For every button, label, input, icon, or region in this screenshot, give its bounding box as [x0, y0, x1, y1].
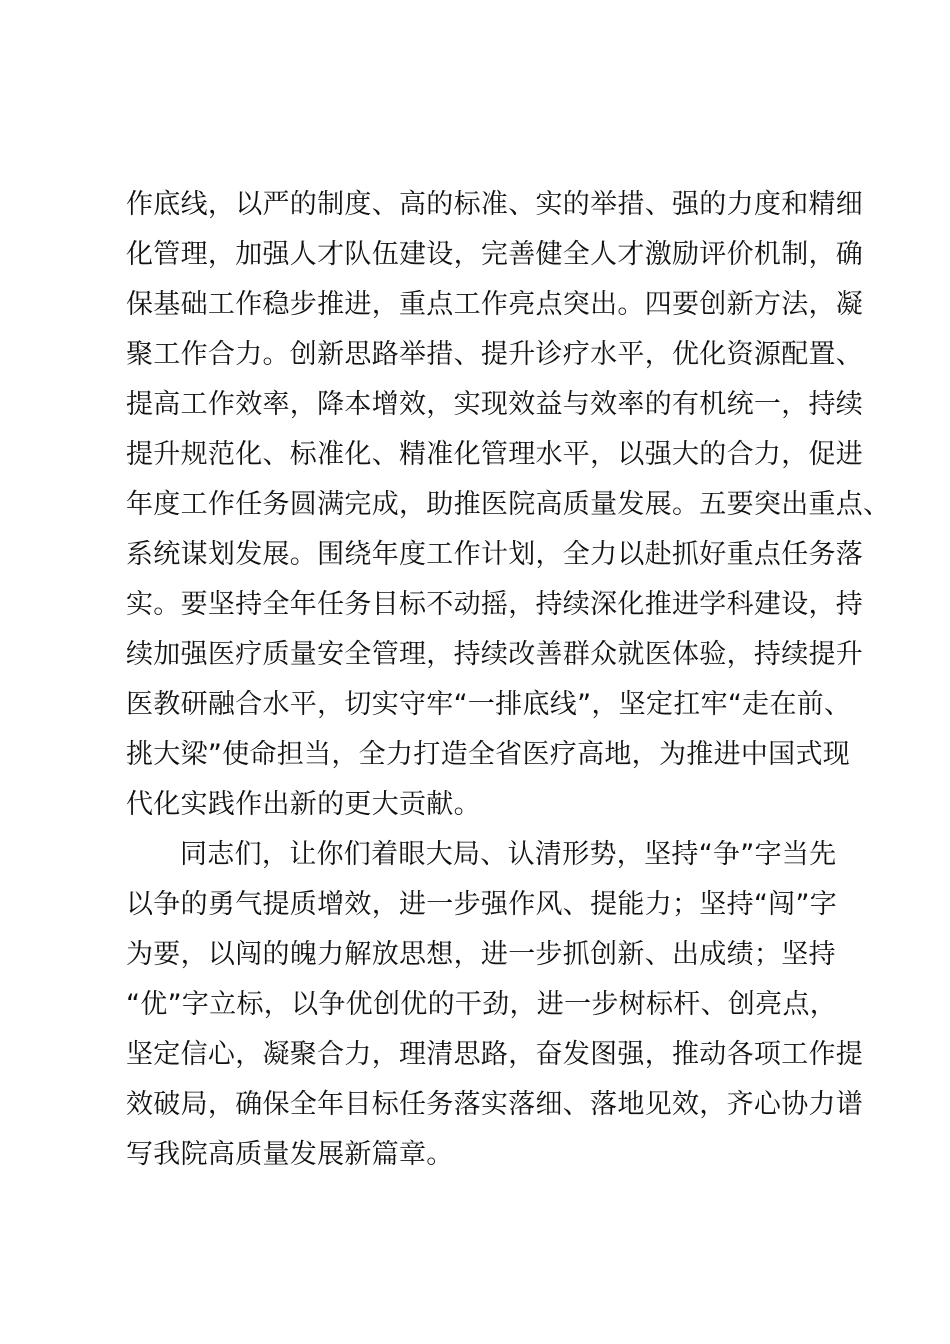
text-line: 写我院高质量发展新篇章。 — [126, 1139, 454, 1170]
text-line: 实。要坚持全年任务目标不动摇，持续深化推进学科建设，持 — [126, 589, 864, 620]
text-line: 挑大梁”使命担当，全力打造全省医疗高地，为推进中国式现 — [126, 739, 851, 770]
body-text — [126, 180, 891, 1180]
text-line: 保基础工作稳步推进，重点工作亮点突出。四要创新方法，凝 — [126, 289, 864, 320]
text-line: 为要，以闯的魄力解放思想，进一步抓创新、出成绩；坚持 — [126, 939, 836, 970]
text-line: “优”字立标，以争优创优的干劲，进一步树标杆、创亮点， — [126, 989, 838, 1020]
text-line: 系统谋划发展。围绕年度工作计划，全力以赴抓好重点任务落 — [126, 539, 864, 570]
text-line: 聚工作合力。创新思路举措、提升诊疗水平，优化资源配置、 — [126, 339, 864, 370]
text-line: 效破局，确保全年目标任务落实落细、落地见效，齐心协力谱 — [126, 1089, 864, 1120]
text-line: 化管理，加强人才队伍建设，完善健全人才激励评价机制，确 — [126, 239, 864, 270]
text-line: 医教研融合水平，切实守牢“一排底线”，坚定扛牢“走在前、 — [126, 689, 852, 720]
text-line: 提高工作效率，降本增效，实现效益与效率的有机统一，持续 — [126, 389, 864, 420]
text-line: 提升规范化、标准化、精准化管理水平，以强大的合力，促进 — [126, 439, 864, 470]
text-line: 坚定信心，凝聚合力，理清思路，奋发图强，推动各项工作提 — [126, 1039, 864, 1070]
text-line: 续加强医疗质量安全管理，持续改善群众就医体验，持续提升 — [126, 639, 864, 670]
text-line: 代化实践作出新的更大贡献。 — [126, 789, 481, 820]
text-line: 以争的勇气提质增效，进一步强作风、提能力；坚持“闯”字 — [126, 889, 838, 920]
paragraph-start-line: 同志们，让你们着眼大局、认清形势，坚持“争”字当先 — [180, 839, 837, 870]
text-line: 年度工作任务圆满完成，助推医院高质量发展。五要突出重点、 — [126, 489, 891, 520]
text-line: 作底线，以严的制度、高的标准、实的举措、强的力度和精细 — [126, 189, 864, 220]
